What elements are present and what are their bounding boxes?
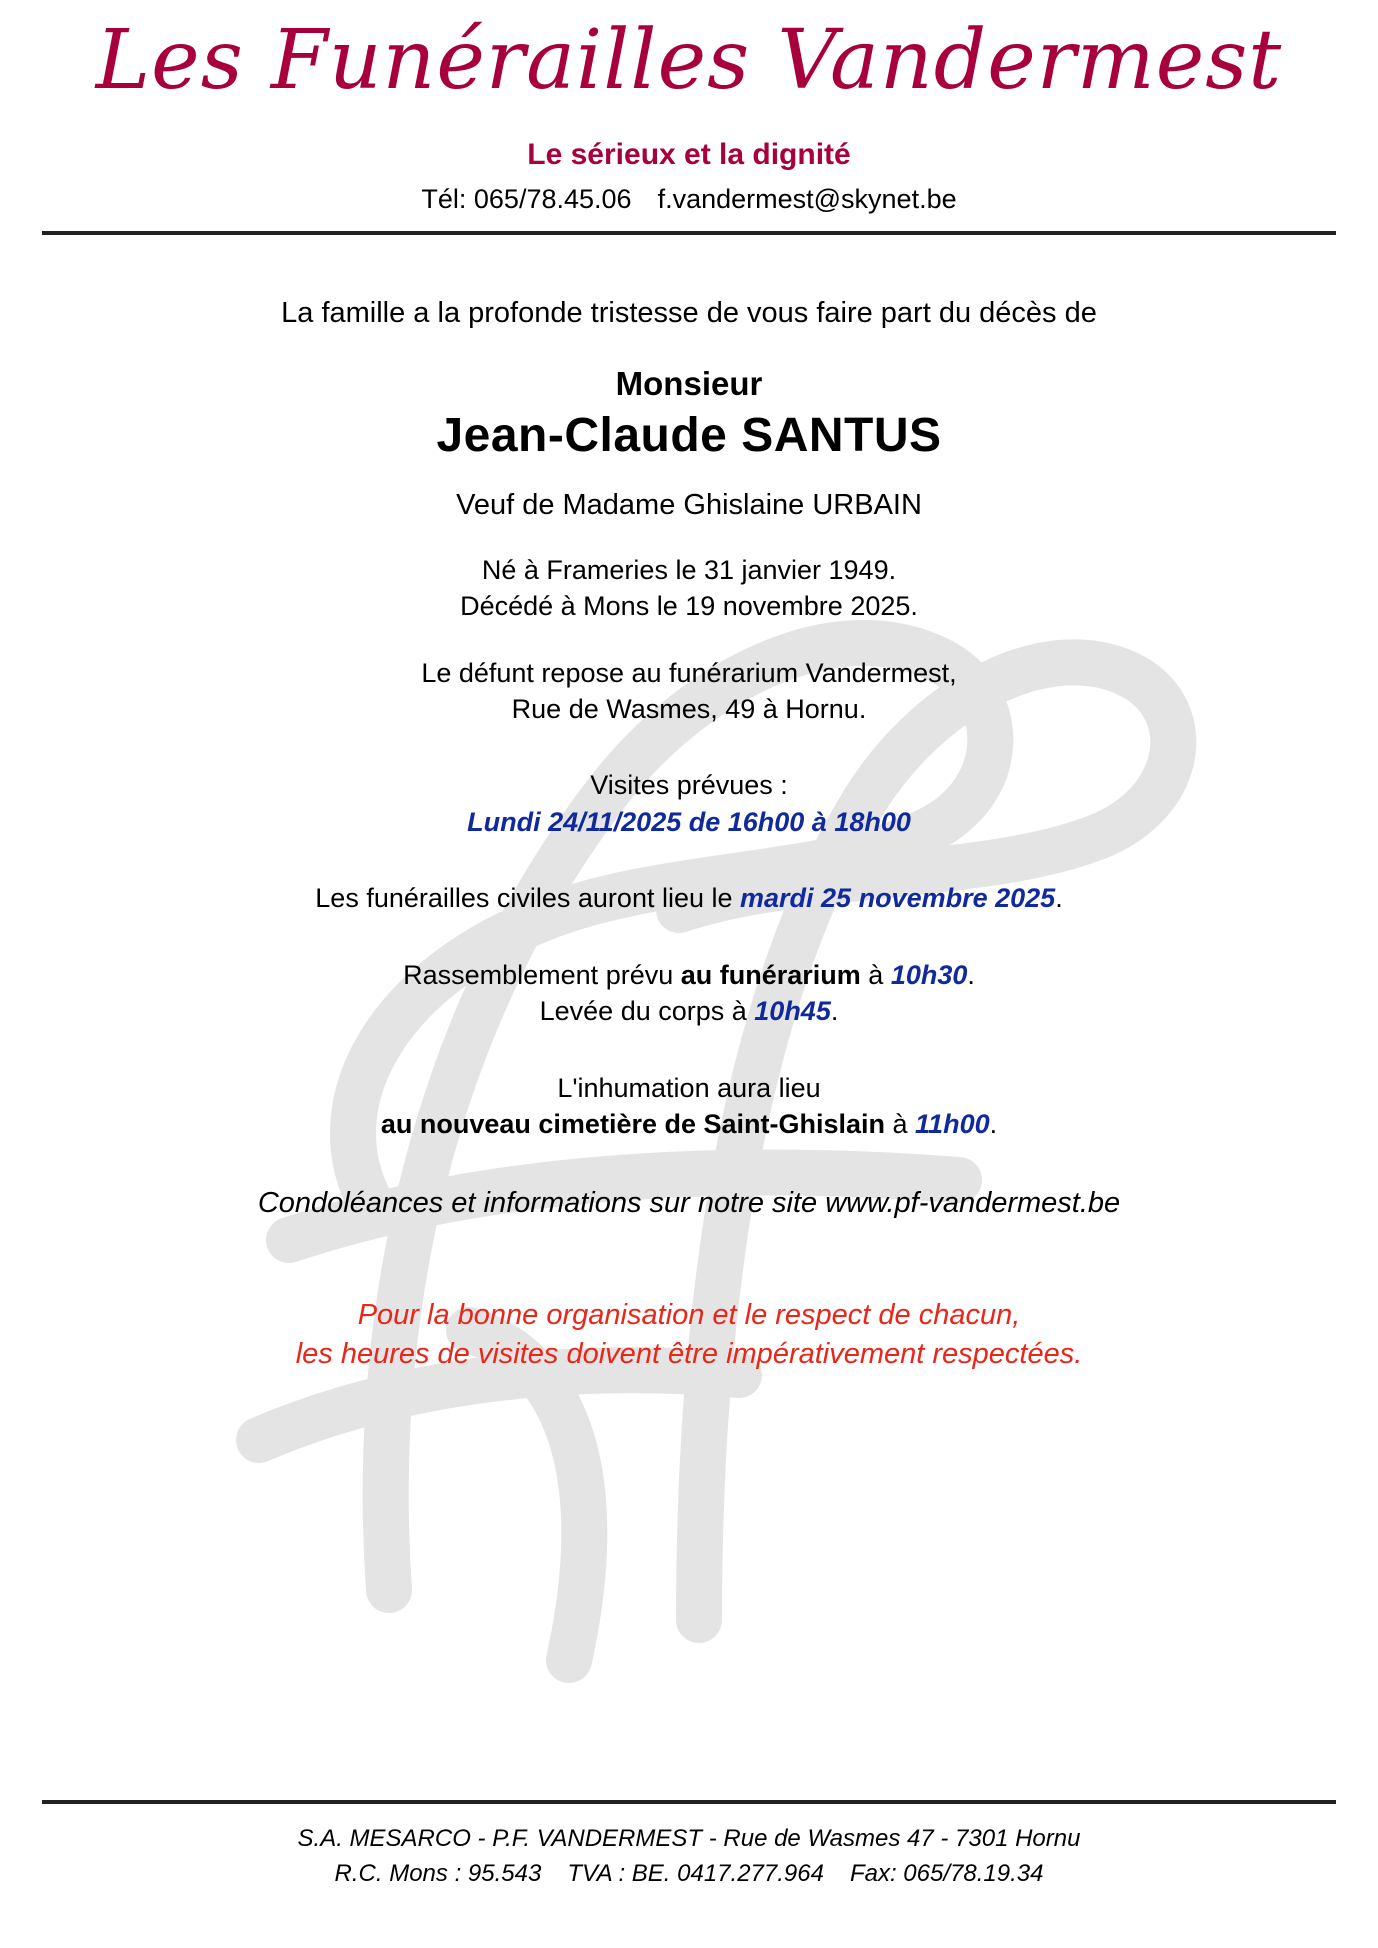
visits-value: Lundi 24/11/2025 de 16h00 à 18h00 (467, 806, 911, 837)
gathering-line (42, 957, 1336, 993)
repose-block (42, 655, 1336, 728)
gathering-place: au funérarium (680, 959, 861, 990)
footer-legal-line (42, 1857, 1336, 1892)
funeral-suffix: . (1055, 883, 1063, 914)
gathering-mid: à (860, 959, 891, 990)
repose-line-1: Le défunt repose au funérarium Vandermest, (421, 657, 957, 688)
funeral-date-block (42, 880, 1336, 916)
footer-fax: Fax: 065/78.19.34 (849, 1860, 1044, 1888)
spouse-line: Veuf de Madame Ghislaine URBAIN (456, 488, 922, 521)
burial-line-1: L'inhumation aura lieu (557, 1072, 821, 1103)
gathering-time: 10h30 (890, 959, 968, 990)
burial-block (42, 1070, 1336, 1143)
birth-death-block (42, 552, 1336, 625)
company-tagline: Le sérieux et la dignité (527, 138, 851, 172)
lift-time: 10h45 (754, 996, 831, 1027)
company-contact (42, 184, 1336, 215)
website-line[interactable]: Condoléances et informations sur notre site www.pf-vandermest.be (257, 1186, 1121, 1219)
company-title: Les Funérailles Vandermest (95, 13, 1283, 108)
burial-line-2 (42, 1106, 1336, 1142)
footer-divider (42, 1800, 1336, 1804)
burial-mid: à (885, 1109, 916, 1140)
warning-line-2: les heures de visites doivent être impérativement respectées. (295, 1337, 1083, 1370)
footer-tva: TVA : BE. 0417.277.964 (567, 1860, 824, 1888)
page-footer (42, 1800, 1336, 1892)
death-line: Décédé à Mons le 19 novembre 2025. (460, 591, 918, 622)
phone-number: Tél: 065/78.45.06 (421, 184, 632, 215)
repose-line-2: Rue de Wasmes, 49 à Hornu. (511, 694, 867, 724)
notice-body (42, 297, 1336, 1374)
email-address[interactable]: f.vandermest@skynet.be (657, 184, 957, 215)
gathering-prefix: Rassemblement prévu (403, 959, 681, 990)
visits-block (42, 767, 1336, 840)
birth-line: Né à Frameries le 31 janvier 1949. (481, 554, 897, 585)
gathering-block (42, 957, 1336, 1030)
lift-suffix: . (830, 996, 839, 1027)
deceased-name: Jean-Claude SANTUS (436, 408, 942, 462)
burial-time: 11h00 (915, 1109, 990, 1140)
deceased-civility: Monsieur (615, 365, 763, 403)
visiting-hours-warning (42, 1296, 1336, 1374)
burial-suffix: . (989, 1109, 998, 1140)
funeral-date: mardi 25 novembre 2025 (740, 883, 1056, 914)
warning-line-1: Pour la bonne organisation et le respect de chacun, (357, 1298, 1021, 1331)
announcement-intro: La famille a la profonde tristesse de vous faire part du décès de (281, 297, 1097, 330)
footer-company-line: S.A. MESARCO - P.F. VANDERMEST - Rue de Wasmes 47 - 7301 Hornu (297, 1825, 1081, 1853)
footer-rc: R.C. Mons : 95.543 (334, 1860, 542, 1888)
burial-place: au nouveau cimetière de Saint-Ghislain (380, 1109, 886, 1140)
lift-prefix: Levée du corps à (539, 996, 755, 1027)
funeral-prefix: Les funérailles civiles auront lieu le (315, 883, 741, 914)
lift-line (42, 993, 1336, 1029)
visits-label: Visites prévues : (590, 770, 788, 801)
header-divider (42, 231, 1336, 235)
gathering-suffix: . (967, 959, 975, 990)
